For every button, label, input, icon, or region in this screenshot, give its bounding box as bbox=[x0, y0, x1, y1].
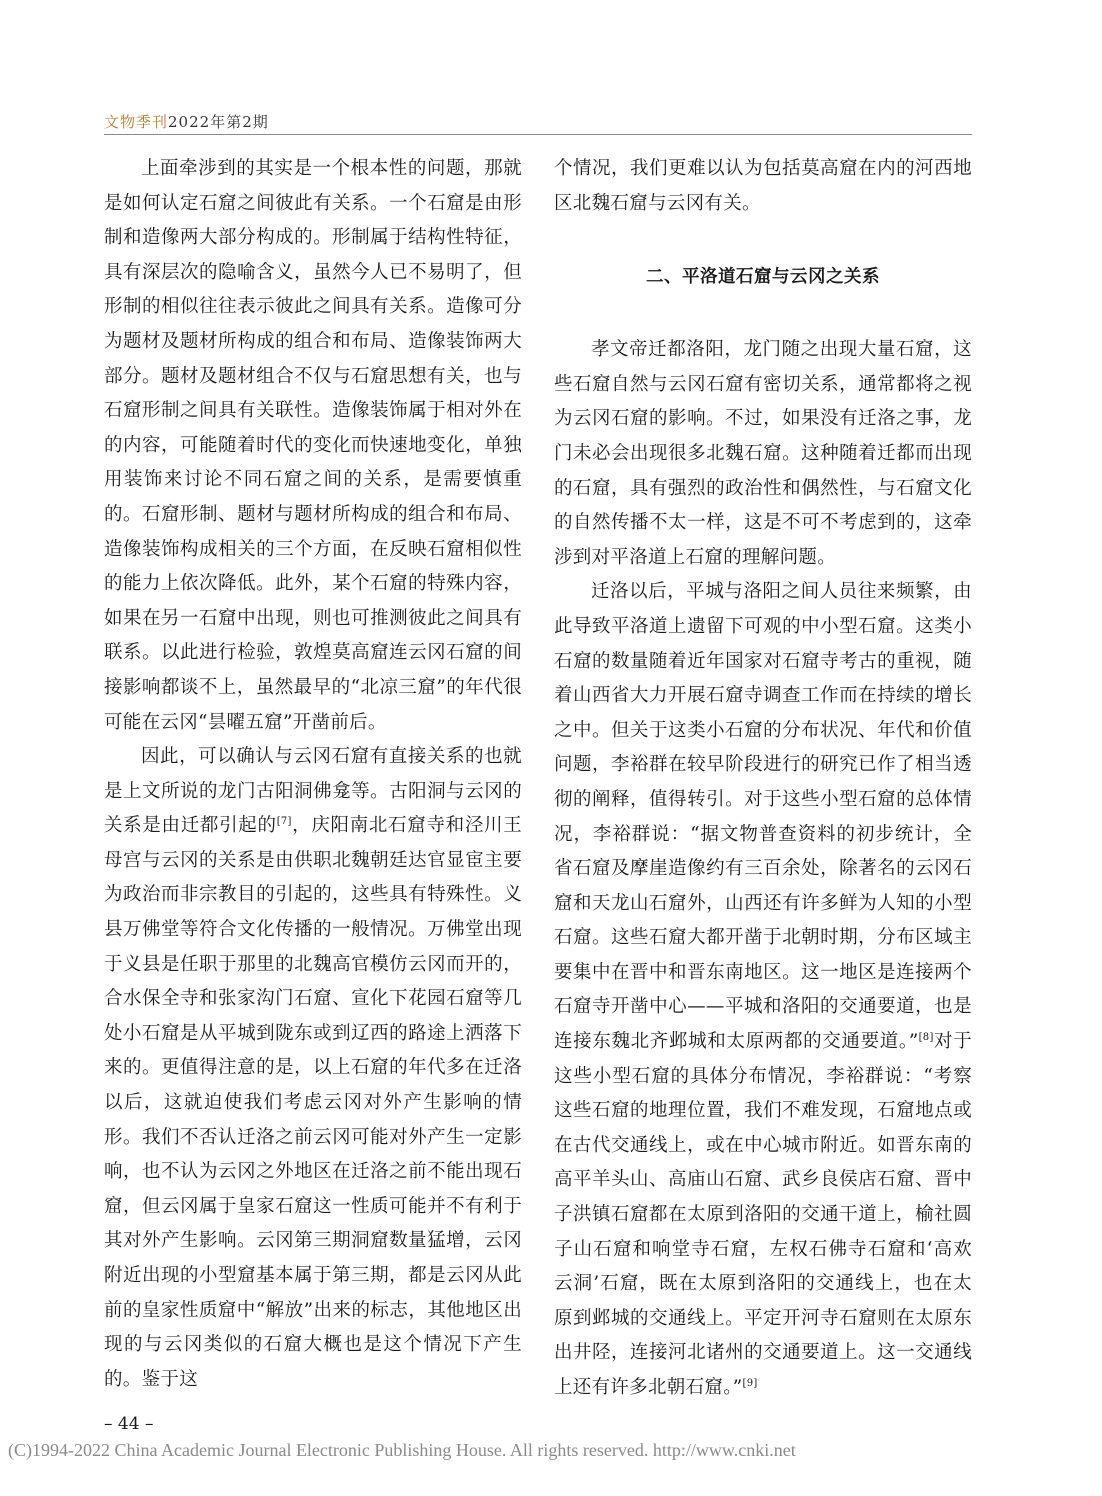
paragraph-1: 上面牵涉到的其实是一个根本性的问题，那就是如何认定石窟之间彼此有关系。一个石窟是由形制和造像两大部分构成的。形制属于结构性特征，具有深层次的隐喻含义，虽然今人已不易明了，但形制的相似往往表示彼此之间具有关系。造像可分为题材及题材所构成的组合和布局、造像装饰两大部分。题材及题材组合不仅与石窟思想有关，也与石窟形制之间具有关联性。造像装饰属于相对外在的内容，可能随着时代的变化而快速地变化，单独用装饰来讨论不同石窟之间的关系，是需要慎重的。石窟形制、题材与题材所构成的组合和布局、造像装饰构成相关的三个方面，在反映石窟相似性的能力上依次降低。此外，某个石窟的特殊内容，如果在另一石窟中出现，则也可推测彼此之间具有联系。以此进行检验，敦煌莫高窟连云冈石窟的间接影响都谈不上，虽然最早的“北凉三窟”的年代很可能在云冈“昙曜五窟”开凿前后。 bbox=[104, 158, 522, 733]
paragraph-2-text-a: 因此，可以确认与云冈石窟有直接关系的也就是上文所说的龙门古阳洞佛龛等。古阳洞与云冈的关系是由迁都引起的 bbox=[104, 746, 522, 837]
citation-8: [8] bbox=[918, 1031, 934, 1043]
page-number: – 44 – bbox=[104, 1414, 154, 1434]
citation-7: [7] bbox=[276, 816, 292, 828]
paragraph-4 bbox=[554, 575, 972, 1405]
paragraph-2-text-b: ，庆阳南北石窟寺和泾川王母宫与云冈的关系是由供职北魏朝廷达官显宦主要为政治而非宗教目的引起的，这些具有特殊性。义县万佛堂等符合文化传播的一般情况。万佛堂出现于义县是任职于那里的北魏高官模仿云冈而开的，合水保全寺和张家沟门石窟、宣化下花园石窟等几处小石窟是从平城到陇东或到辽西的路途上洒落下来的。更值得注意的是，以上石窟的年代多在迁洛以后，这就迫使我们考虑云冈对外产生影响的情形。我们不否认迁洛之前云冈可能对外产生一定影响，也不认为云冈之外地区在迁洛之前不能出现石窟，但云冈属于皇家石窟这一性质可能并不有利于其对外产生影响。云冈第三期洞窟数量猛增，云冈附近出现的小型窟基本属于第三期，都是云冈从此前的皇家性质窟中“解放”出来的标志，其他地区出现的与云冈类似的石窟大概也是这个情况下产生的。鉴于这 bbox=[104, 815, 523, 1390]
copyright-notice: (C)1994-2022 China Academic Journal Electronic Publishing House. All rights reserved. http://www.cnki.net bbox=[8, 1440, 796, 1460]
paragraph-4-text-b: 对于这些小型石窟的具体分布情况，李裕群说：“考察这些石窟的地理位置，我们不难发现，石窟地点或在古代交通线上，或在中心城市附近。如晋东南的高平羊头山、高庙山石窟、武乡良侯店石窟、晋中子洪镇石窟都在太原到洛阳的交通干道上，榆社圆子山石窟和响堂寺石窟，左权石佛寺石窟和‘高欢云洞’石窟，既在太原到洛阳的交通线上，也在太原到邺城的交通线上。平定开河寺石窟则在太原东出井陉，连接河北诸州的交通要道上。这一交通线上还有许多北朝石窟。” bbox=[554, 1031, 972, 1398]
paragraph-4-text-a: 迁洛以后，平城与洛阳之间人员往来频繁，由此导致平洛道上遗留下可观的中小型石窟。这类小石窟的数量随着近年国家对石窟寺考古的重视，随着山西省大力开展石窟寺调查工作而在持续的增长之中。但关于这类小石窟的分布状况、年代和价值问题，李裕群在较早阶段进行的研究已作了相当透彻的阐释，值得转引。对于这些小型石窟的总体情况，李裕群说：“据文物普查资料的初步统计，全省石窟及摩崖造像约有三百余处，除著名的云冈石窟和天龙山石窟外，山西还有许多鲜为人知的小型石窟。这些石窟大都开凿于北朝时期，分布区域主要集中在晋中和晋东南地区。这一地区是连接两个石窟寺开凿中心——平城和洛阳的交通要道，也是连接东魏北齐邺城和太原两都的交通要道。” bbox=[554, 581, 972, 1053]
paragraph-3: 孝文帝迁都洛阳，龙门随之出现大量石窟，这些石窟自然与云冈石窟有密切关系，通常都将之视为云冈石窟的影响。不过，如果没有迁洛之事，龙门未必会出现很多北魏石窟。这种随着迁都而出现的石窟，具有强烈的政治性和偶然性，与石窟文化的自然传播不太一样，这是不可不考虑到的，这牵涉到对平洛道上石窟的理解问题。 bbox=[554, 339, 972, 568]
journal-name: 文物季刊 bbox=[104, 113, 169, 131]
header-divider bbox=[104, 134, 972, 135]
section-heading: 二、平洛道石窟与云冈之关系 bbox=[646, 267, 880, 288]
running-header bbox=[104, 111, 972, 133]
issue-label: 2022年第2期 bbox=[168, 113, 269, 131]
paragraph-continuation: 个情况，我们更难以认为包括莫高窟在内的河西地区北魏石窟与云冈有关。 bbox=[554, 158, 972, 214]
paragraph-2 bbox=[104, 740, 522, 1397]
right-column bbox=[554, 152, 972, 1406]
left-column bbox=[104, 152, 522, 1397]
citation-9: [9] bbox=[742, 1377, 758, 1389]
